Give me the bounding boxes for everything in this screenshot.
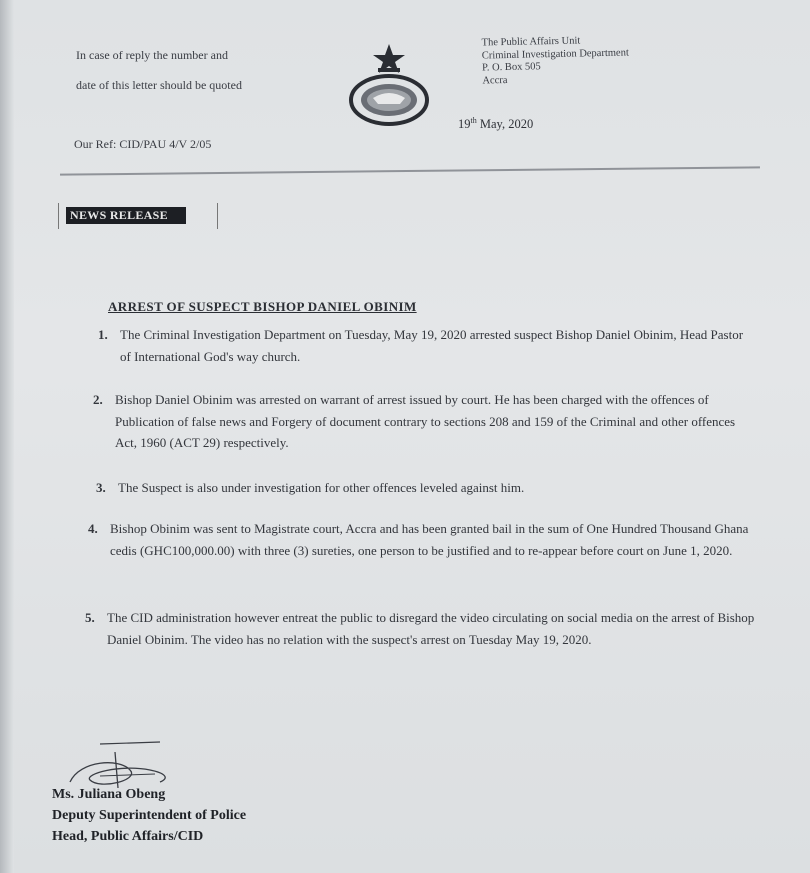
paragraph-text: The Suspect is also under investigation for other offences leveled against him. — [118, 480, 525, 495]
paragraph-number: 5. — [85, 610, 95, 625]
address-line-3: P. O. Box 505 — [482, 61, 541, 74]
paragraph-3 — [96, 477, 738, 499]
release-title: ARREST OF SUSPECT BISHOP DANIEL OBINIM — [108, 299, 417, 314]
department-address — [481, 34, 629, 87]
paragraph-text: Bishop Obinim was sent to Magistrate court, Accra and has been granted bail in the sum of One Hundred Thousand Ghana cedis (GHC100,000.00) with three (3) sureties, one person to be justified and to re-appear before court on June 1, 2020. — [110, 521, 749, 558]
paragraph-text: Bishop Daniel Obinim was arrested on warrant of arrest issued by court. He has been charged with the offences of Publication of false news and Forgery of document contrary to sections 208 and 159 of the Criminal and other offences Act, 1960 (ACT 29) respectively. — [115, 392, 736, 450]
reply-instruction-line-2: date of this letter should be quoted — [76, 78, 242, 92]
paragraph-number: 2. — [93, 392, 103, 407]
paragraph-text: The CID administration however entreat the public to disregard the video circulating on social media on the arrest of Bishop Daniel Obinim. The video has no relation with the suspect's arrest on Tuesday May 19, 2020. — [107, 610, 755, 647]
letter-date — [458, 116, 533, 132]
paragraph-number: 4. — [88, 521, 98, 536]
signatory-office: Head, Public Affairs/CID — [52, 829, 204, 844]
paragraph-2 — [93, 389, 750, 454]
news-release-badge: NEWS RELEASE — [66, 207, 186, 224]
police-crest-icon — [348, 42, 430, 128]
reply-instruction-line-1: In case of reply the number and — [76, 48, 228, 62]
date-month-year: May, 2020 — [479, 117, 534, 132]
signatory-block — [52, 784, 246, 847]
address-line-4: Accra — [482, 74, 508, 87]
paragraph-number: 1. — [98, 327, 108, 342]
signatory-name: Ms. Juliana Obeng — [52, 787, 166, 802]
reply-instructions — [76, 40, 242, 100]
page-edge-shadow — [0, 0, 14, 873]
address-line-1: The Public Affairs Unit — [481, 35, 581, 49]
signatory-rank: Deputy Superintendent of Police — [52, 808, 247, 823]
paragraph-1 — [98, 324, 745, 367]
date-day: 19 — [458, 117, 471, 132]
header-divider — [60, 166, 760, 175]
reference-number: Our Ref: CID/PAU 4/V 2/05 — [74, 137, 212, 151]
date-suffix: th — [470, 116, 477, 125]
paragraph-number: 3. — [96, 480, 106, 495]
paragraph-5 — [85, 607, 762, 650]
paragraph-4 — [88, 518, 755, 561]
address-line-2: Criminal Investigation Department — [481, 46, 629, 62]
paragraph-text: The Criminal Investigation Department on Tuesday, May 19, 2020 arrested suspect Bishop Daniel Obinim, Head Pastor of International God's way church. — [120, 327, 744, 364]
